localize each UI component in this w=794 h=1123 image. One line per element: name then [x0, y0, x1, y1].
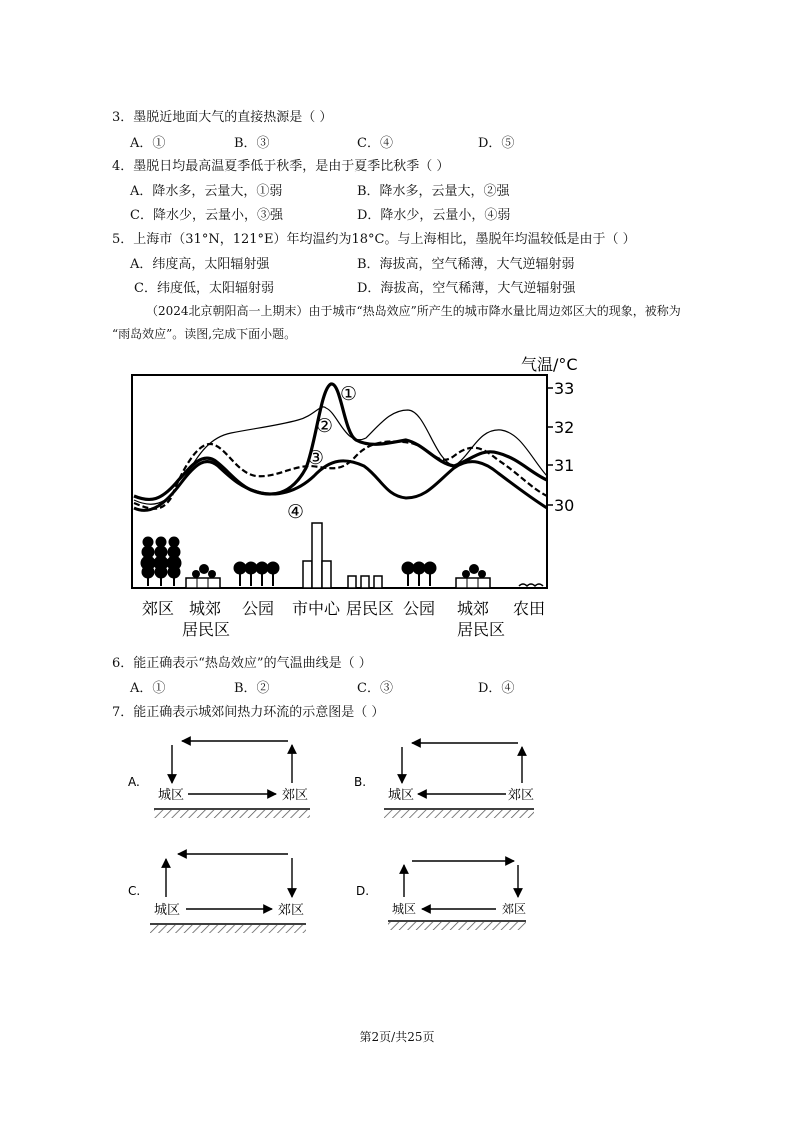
q3-option-c[interactable]: C．④ — [357, 136, 393, 151]
diagram-a-suburb: 郊区 — [282, 788, 309, 803]
q6-option-b[interactable]: B．② — [234, 681, 270, 696]
page-footer: 第2页/共25页 — [359, 1030, 435, 1044]
tick-30: 30 — [554, 496, 575, 515]
x-label-residential-right: 居民区 — [457, 620, 506, 639]
diagram-b-city: 城区 — [388, 788, 415, 803]
passage-intro-line2: “雨岛效应”。读图,完成下面小题。 — [112, 327, 297, 341]
diagram-c-city: 城区 — [154, 903, 181, 918]
diagram-d-suburb: 郊区 — [502, 902, 527, 916]
x-label-park-right: 公园 — [403, 599, 436, 618]
q4-option-c[interactable]: C．降水少，云量小，③强 — [130, 208, 283, 223]
x-label-residential-mid: 居民区 — [346, 599, 395, 618]
q5-option-c[interactable]: C．纬度低，太阳辐射弱 — [134, 281, 274, 296]
diagram-a-city: 城区 — [158, 788, 185, 803]
park-trees-right — [402, 562, 436, 586]
q6-option-a[interactable]: A．① — [130, 681, 166, 696]
q7-stem: 7．能正确表示城郊间热力环流的示意图是（ ） — [112, 705, 385, 720]
tick-33: 33 — [554, 379, 575, 398]
houses-trees-left — [186, 564, 220, 588]
curve-label-4: ④ — [287, 501, 305, 523]
tick-31: 31 — [554, 456, 575, 475]
figure-frame — [132, 375, 547, 588]
diagram-b-suburb: 郊区 — [508, 788, 535, 803]
q6-option-d[interactable]: D．④ — [478, 681, 515, 696]
x-label-farmland: 农田 — [513, 599, 546, 618]
curve-4 — [134, 461, 547, 511]
diagram-d-label: D. — [356, 884, 370, 898]
curve-label-2: ② — [316, 415, 334, 437]
tick-32: 32 — [554, 418, 575, 437]
city-center-buildings — [303, 523, 331, 588]
diagram-d[interactable] — [356, 861, 526, 930]
x-label-park-left: 公园 — [242, 599, 275, 618]
curve-3 — [134, 441, 547, 508]
passage-intro-line1: （2024北京朝阳高一上期末）由于城市“热岛效应”所产生的城市降水量比周边郊区大的现象，被称为 — [146, 304, 681, 318]
q3-stem: 3．墨脱近地面大气的直接热源是（ ） — [112, 110, 333, 125]
diagram-b-label: B. — [354, 775, 367, 789]
diagram-c-label: C. — [128, 884, 141, 898]
x-label-residential-left: 居民区 — [182, 620, 231, 639]
residential-buildings — [348, 576, 382, 588]
q5-stem: 5．上海市（31°N，121°E）年均温约为18°C。与上海相比，墨脱年均温较低是由于（ ） — [112, 232, 636, 247]
temperature-figure — [126, 348, 596, 648]
diagram-c[interactable] — [128, 854, 306, 933]
axis-title: 气温/°C — [521, 355, 578, 374]
diagram-a-label: A. — [128, 775, 140, 789]
x-label-outskirts-right: 城郊 — [457, 599, 490, 618]
circulation-diagrams[interactable] — [120, 725, 560, 945]
q5-option-a[interactable]: A．纬度高，太阳辐射强 — [130, 257, 270, 272]
x-label-outskirts: 城郊 — [189, 599, 222, 618]
houses-trees-right — [456, 564, 490, 588]
q6-stem: 6．能正确表示“热岛效应”的气温曲线是（ ） — [112, 656, 372, 671]
diagram-a[interactable] — [128, 741, 310, 818]
x-label-city-center: 市中心 — [292, 599, 341, 618]
q4-option-d[interactable]: D．降水少，云量小，④弱 — [357, 208, 511, 223]
q4-option-b[interactable]: B．降水多，云量大，②强 — [357, 184, 510, 199]
diagram-b[interactable] — [354, 743, 534, 818]
q5-option-b[interactable]: B．海拔高，空气稀薄，大气逆辐射弱 — [357, 257, 575, 272]
q3-option-b[interactable]: B．③ — [234, 136, 270, 151]
q4-stem: 4．墨脱日均最高温夏季低于秋季，是由于夏季比秋季（ ） — [112, 159, 450, 174]
q4-option-a[interactable]: A．降水多，云量大，①弱 — [130, 184, 283, 199]
park-trees-left — [234, 562, 279, 586]
q5-option-d[interactable]: D．海拔高，空气稀薄，大气逆辐射强 — [357, 281, 576, 296]
curve-2 — [134, 407, 547, 504]
diagram-c-suburb: 郊区 — [278, 903, 305, 918]
q3-option-d[interactable]: D．⑤ — [478, 136, 515, 151]
q6-option-c[interactable]: C．③ — [357, 681, 393, 696]
x-label-suburb: 郊区 — [142, 599, 175, 618]
diagram-d-city: 城区 — [392, 902, 417, 916]
curve-label-3: ③ — [307, 447, 325, 469]
farmland-mark — [519, 584, 543, 586]
curve-label-1: ① — [340, 383, 358, 405]
tree-cluster-suburb — [141, 537, 181, 586]
q3-option-a[interactable]: A．① — [130, 136, 166, 151]
